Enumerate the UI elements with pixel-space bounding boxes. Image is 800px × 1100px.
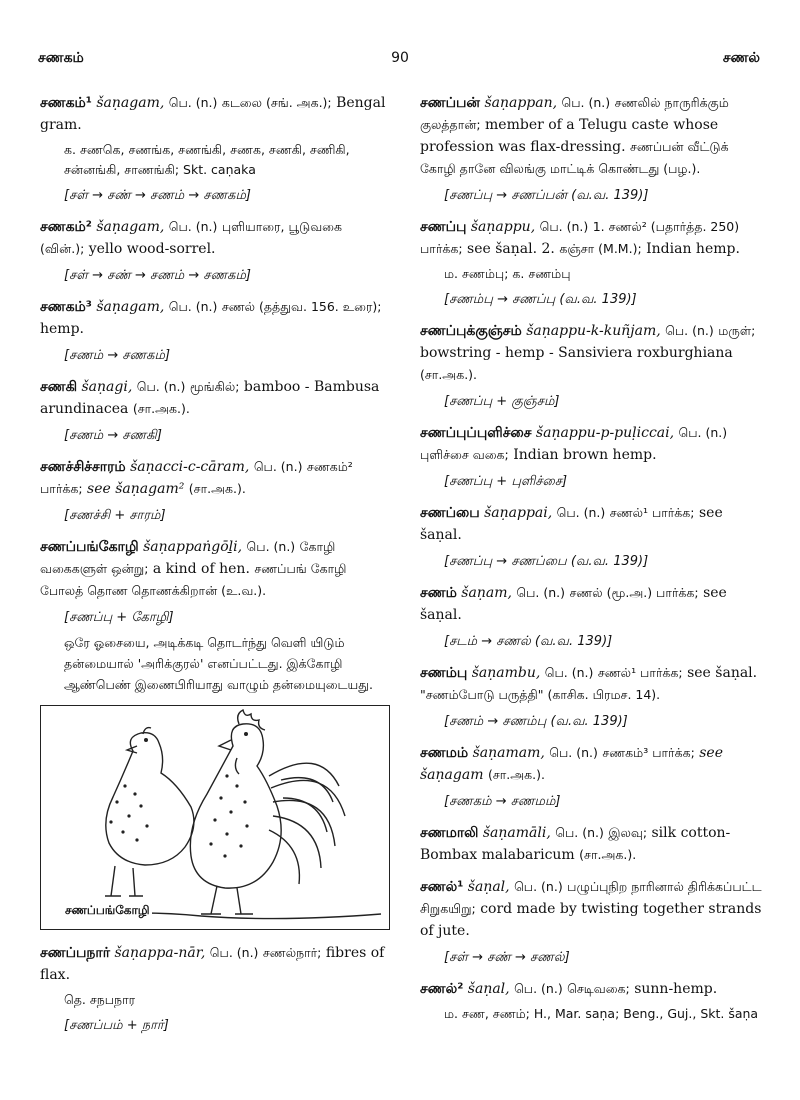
entry-sanappanar — [40, 942, 390, 1036]
tamil-gloss: சணல்¹ பார்க்க; — [597, 665, 683, 680]
right-column — [420, 92, 765, 1034]
english-gloss: see šaṇal. — [420, 585, 727, 623]
etymology: [சணகம் → சணமம்] — [444, 794, 561, 809]
tamil-gloss: புளிச்சை வகை; — [420, 447, 509, 462]
headword: சணல்² — [420, 981, 464, 997]
transliteration: šaṇappa-nār, — [114, 945, 206, 961]
etymology: [சணம் → சணகம்] — [64, 348, 171, 363]
headword: சணம்பு — [420, 665, 468, 681]
tamil-gloss: கடலை (சங். அக.); — [221, 95, 332, 110]
entry-sanappu-k-kunjam — [420, 320, 765, 412]
part-of-speech: பெ. (n.) — [678, 425, 728, 440]
etymology: [சணப்பு + குஞ்சம்] — [444, 394, 560, 409]
part-of-speech: பெ. (n.) — [168, 219, 218, 234]
usage-note: ஒரே ஓசையை, அடிக்கடி தொடர்ந்து வெளி யிடும் தன்மையால் 'அரிக்குரல்' எனப்பட்டது. இக்கோழி ஆண்பெண் இணைபிரியாது வாழும் தன்மையுடையது. — [64, 635, 374, 692]
part-of-speech: பெ. (n.) — [168, 95, 218, 110]
rooster-illustration — [40, 705, 390, 930]
running-head-right: சணல் — [722, 50, 760, 66]
tamil-gloss: இலவு; — [608, 825, 648, 840]
transliteration: šaṇacci-c-cāram, — [130, 459, 250, 475]
etymology: [சணப்பம் + நார்] — [64, 1018, 169, 1033]
transliteration: šaṇappai, — [484, 505, 553, 521]
tamil-gloss: பழுப்புநிற நாரினால் திரிக்கப்பட்ட சிறுகயிறு; — [420, 879, 762, 916]
entry-sanal-1 — [420, 876, 765, 968]
figure-caption: சணப்பங்கோழி — [65, 903, 150, 917]
entry-sanagi — [40, 376, 390, 446]
english-gloss: see šaṇagam² — [87, 481, 185, 497]
cognates: தெ. சநபநார — [64, 992, 136, 1007]
part-of-speech: பெ. (n.) — [544, 665, 594, 680]
english-gloss: hemp. — [40, 321, 84, 337]
entry-sanappangozhi — [40, 536, 390, 695]
headword: சணகம்¹ — [40, 95, 92, 111]
part-of-speech: பெ. (n.) — [246, 539, 296, 554]
entry-sanagam-1 — [40, 92, 390, 206]
english-gloss: cord made by twisting together strands of jute. — [420, 901, 762, 939]
etymology: [சணப்பு + கோழி] — [64, 610, 174, 625]
entry-sanappu-p-puliccai — [420, 422, 765, 492]
usage-example: சணப்பங் கோழி போலத் தொண தொணக்கிறான் (உ.வ.). — [40, 561, 347, 598]
transliteration: šaṇagam, — [96, 219, 165, 235]
transliteration: šaṇappu-p-puḷiccai, — [535, 425, 675, 441]
source-ref: (சா.அக.). — [188, 481, 246, 496]
part-of-speech: பெ. (n.) — [253, 459, 303, 474]
tamil-gloss: சணலில் நாருரிக்கும் குலத்தான்; — [420, 95, 729, 132]
part-of-speech: பெ. (n.) — [168, 299, 218, 314]
english-gloss: see šaṇagam — [420, 745, 724, 783]
english-gloss: bamboo - Bambusa arundinacea — [40, 379, 380, 417]
headword: சணகி — [40, 379, 78, 395]
transliteration: šaṇappan, — [484, 95, 558, 111]
tamil-gloss: மூங்கில்; — [189, 379, 240, 394]
etymology: [சணம் → சணம்பு (வ.வ. 139)] — [444, 714, 628, 729]
tamil-gloss: சணகம்² பார்க்க; — [40, 459, 353, 496]
transliteration: šaṇamāli, — [482, 825, 551, 841]
headword: சணப்பன் — [420, 95, 480, 111]
english-gloss: fibres of flax. — [40, 945, 385, 983]
english-gloss: silk cotton-Bombax malabaricum — [420, 825, 731, 863]
part-of-speech: பெ. (n.) — [516, 585, 566, 600]
entry-sanamali — [420, 822, 765, 866]
english-gloss: Indian brown hemp. — [513, 447, 657, 463]
transliteration: šaṇamam, — [472, 745, 545, 761]
transliteration: šaṇagam, — [96, 95, 165, 111]
transliteration: šaṇappu-k-kuñjam, — [526, 323, 661, 339]
tamil-gloss: 1. சணல்² (பதார்த்த. 250) பார்க்க; — [420, 219, 740, 256]
tamil-gloss: மருள்; — [718, 323, 756, 338]
cognates: ம. சண, சணம்; H., Mar. saṇa; Beng., Guj., Skt. šaṇa — [444, 1006, 759, 1021]
tamil-gloss: சணல்¹ பார்க்க; — [609, 505, 695, 520]
etymology: [சணப்பு + புளிச்சை] — [444, 474, 568, 489]
headword: சணப்புக்குஞ்சம் — [420, 323, 522, 339]
part-of-speech: பெ. (n.) — [555, 825, 604, 840]
etymology: [சள் → சண் → சணம் → சணகம்] — [64, 268, 252, 283]
headword: சணம் — [420, 585, 457, 601]
left-column — [40, 92, 390, 1046]
source-ref: (சா.அக.). — [487, 767, 545, 782]
headword: சணமாலி — [420, 825, 479, 841]
english-gloss: bowstring - hemp - Sansiviera roxburghiana — [420, 345, 733, 361]
quotation: "சணம்போடு பருத்தி" (காசிக. பிரமச. 14). — [420, 687, 661, 702]
english-gloss: see šaṇal. — [687, 665, 758, 681]
transliteration: šaṇam, — [461, 585, 512, 601]
part-of-speech: பெ. (n.) — [209, 945, 259, 960]
etymology: [சடம் → சணல் (வ.வ. 139)] — [444, 634, 613, 649]
headword: சணப்பு — [420, 219, 467, 235]
etymology: [சணம்பு → சணப்பு (வ.வ. 139)] — [444, 292, 637, 307]
transliteration: šaṇappu, — [470, 219, 536, 235]
english-gloss: yello wood-sorrel. — [88, 241, 216, 257]
english-gloss: a kind of hen. — [152, 561, 250, 577]
tamil-gloss: சணகம்³ பார்க்க; — [602, 745, 695, 760]
part-of-speech: பெ. (n.) — [549, 745, 598, 760]
english-gloss: member of a Telugu caste whose profession was flax-dressing. — [420, 117, 719, 155]
transliteration: šaṇal, — [467, 879, 510, 895]
source-ref: (சா.அக.). — [579, 847, 637, 862]
rooster-drawing — [41, 706, 388, 928]
entry-sanam — [420, 582, 765, 652]
part-of-speech: பெ. (n.) — [561, 95, 611, 110]
entry-sanappu — [420, 216, 765, 310]
transliteration: šaṇambu, — [471, 665, 541, 681]
headword: சணப்பை — [420, 505, 480, 521]
headword: சணப்பங்கோழி — [40, 539, 139, 555]
english-gloss-2: Indian hemp. — [646, 241, 740, 257]
source-ref: (சா.அக.). — [420, 367, 478, 382]
entry-sanappai — [420, 502, 765, 572]
part-of-speech: பெ. (n.) — [556, 505, 606, 520]
part-of-speech: பெ. (n.) — [514, 981, 563, 996]
source-ref: (சா.அக.). — [132, 401, 190, 416]
transliteration: šaṇal, — [467, 981, 510, 997]
headword: சணப்பநார் — [40, 945, 111, 961]
page-number: 90 — [391, 50, 409, 66]
transliteration: šaṇagam, — [96, 299, 165, 315]
entry-sanappan — [420, 92, 765, 206]
part-of-speech: பெ. (n.) — [136, 379, 186, 394]
headword: சணமம் — [420, 745, 469, 761]
cognates: க. சணகெ, சணங்க, சணங்கி, சணக, சணகி, சணிகி, சன்னங்கி, சாணங்கி; Skt. caṇaka — [64, 142, 350, 177]
etymology: [சள் → சண் → சணம் → சணகம்] — [64, 188, 252, 203]
entry-sanamam — [420, 742, 765, 812]
entry-sanambu — [420, 662, 765, 732]
etymology: [சணச்சி + சாரம்] — [64, 508, 166, 523]
entry-sanacci-c-caram — [40, 456, 390, 526]
transliteration: šaṇappaṅgōḻi, — [143, 539, 243, 555]
tamil-gloss: புளியாரை, பூடுவகை (வின்.); — [40, 219, 342, 256]
entry-sanagam-2 — [40, 216, 390, 286]
tamil-gloss: சணல் (தத்துவ. 156. உரை); — [221, 299, 382, 314]
tamil-gloss: சணல் (மூ.அ.) பார்க்க; — [569, 585, 699, 600]
tamil-gloss: செடிவகை; — [567, 981, 630, 996]
tamil-gloss: சணல்நார்; — [262, 945, 322, 960]
part-of-speech: பெ. (n.) — [665, 323, 714, 338]
english-gloss: Bengal gram. — [40, 95, 386, 133]
english-gloss: sunn-hemp. — [634, 981, 718, 997]
english-gloss: see šaṇal. — [420, 505, 723, 543]
headword: சணச்சிச்சாரம் — [40, 459, 126, 475]
entry-sanagam-3 — [40, 296, 390, 366]
part-of-speech: பெ. (n.) — [514, 879, 563, 894]
headword: சணப்புப்புளிச்சை — [420, 425, 532, 441]
tamil-gloss: கோழி வகைகளுள் ஒன்று; — [40, 539, 336, 576]
part-of-speech: பெ. (n.) — [539, 219, 589, 234]
entry-sanal-2 — [420, 978, 765, 1024]
transliteration: šaṇagi, — [81, 379, 133, 395]
etymology: [சணப்பு → சணப்பை (வ.வ. 139)] — [444, 554, 649, 569]
etymology: [சள் → சண் → சணல்] — [444, 950, 570, 965]
cognates: ம. சணம்பு; க. சணம்பு — [444, 266, 571, 281]
etymology: [சணம் → சணகி] — [64, 428, 162, 443]
running-head-left: சணகம் — [38, 50, 84, 66]
headword: சணகம்³ — [40, 299, 92, 315]
tamil-gloss-2: கஞ்சா (M.M.); — [559, 241, 642, 256]
proverb: சணப்பன் வீட்டுக் கோழி தானே விலங்கு மாட்டிக் கொண்டது (பழ.). — [420, 139, 729, 176]
headword: சணல்¹ — [420, 879, 464, 895]
english-gloss: see šaṇal. 2. — [467, 241, 555, 257]
etymology: [சணப்பு → சணப்பன் (வ.வ. 139)] — [444, 188, 649, 203]
headword: சணகம்² — [40, 219, 92, 235]
